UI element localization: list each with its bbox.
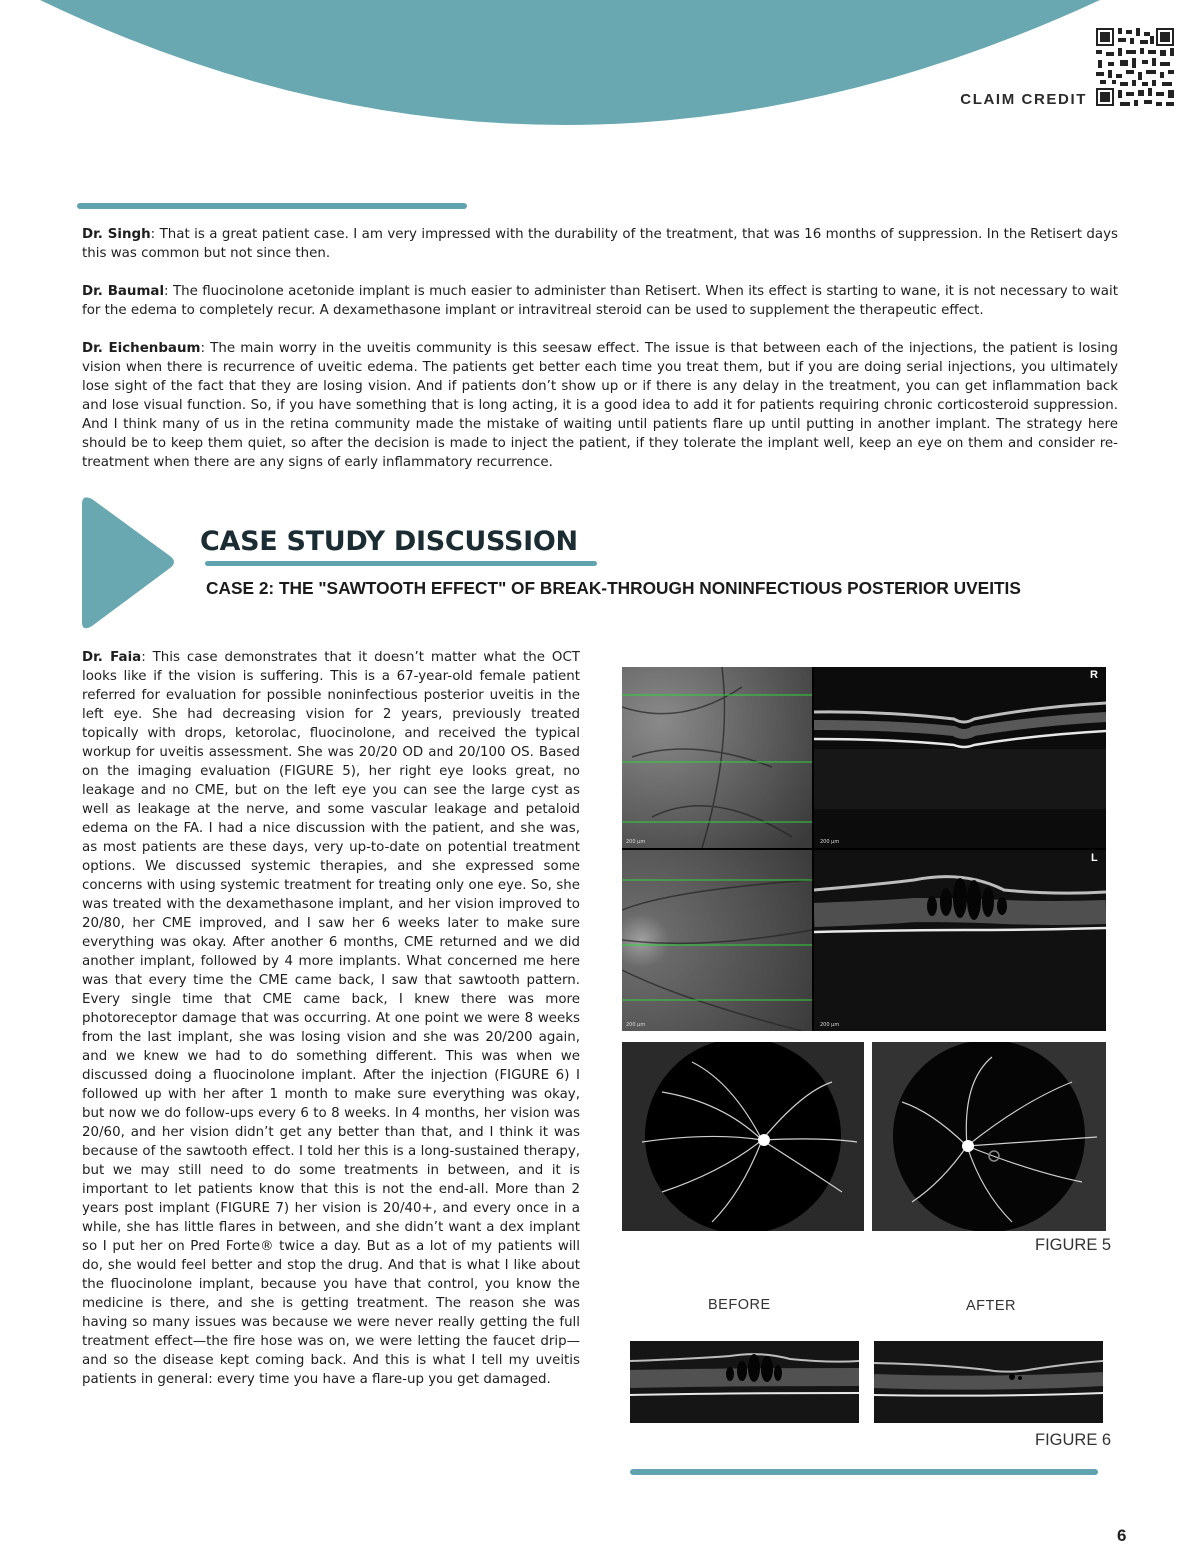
top-divider: [77, 203, 467, 209]
figure5-oct-panel: [622, 667, 1106, 1031]
oct-after-image: [874, 1341, 1103, 1423]
singh-paragraph: [82, 225, 1118, 263]
qr-code-icon[interactable]: [1094, 26, 1176, 108]
oct-left-image: [814, 850, 1106, 1031]
figure5-caption: FIGURE 5: [1035, 1236, 1112, 1254]
after-label: AFTER: [966, 1298, 1017, 1314]
scale-label: 200 µm: [626, 1022, 646, 1028]
baumal-paragraph: [82, 282, 1118, 320]
page-number: 6: [1117, 1526, 1127, 1545]
before-label: BEFORE: [708, 1297, 771, 1313]
oct-right-image: [814, 667, 1106, 848]
speaker-name: Dr. Eichenbaum: [82, 341, 201, 356]
bottom-divider: [630, 1469, 1098, 1475]
speaker-name: Dr. Baumal: [82, 284, 165, 299]
play-triangle-icon: [78, 494, 178, 634]
case-study-title: CASE STUDY DISCUSSION: [200, 526, 578, 557]
figure6-caption: FIGURE 6: [1035, 1431, 1112, 1449]
scale-label: 200 µm: [820, 1022, 840, 1028]
paragraph-text: : This case demonstrates that it doesn’t matter what the OCT looks like if the vision is suffering. This is a 67-year-old female patient referred for evaluation for possible noninfectious posterior uveitis in the left eye. She had decreasing vision for 2 years, previously treated topically with drops, ketorolac, fluocinolone, and received the typical workup for uveitis assessment. She was 20/20 OD and 20/100 OS. Based on the imaging evaluation (FIGURE 5), her right eye looks great, no leakage and no CME, but on the left eye you can see the large cyst as well as leakage at the nerve, and some vascular leakage and petaloid edema on the FA. I had a nice discussion with the patient, and she was, as most patients are these days, very up-to-date on potential treatment options. We discussed systemic therapies, and she expressed some concerns with using systemic treatment for treating only one eye. So, she was treated with the dexamethasone implant, and her vision improved to 20/80, her CME improved, and I saw her 6 weeks later to make sure everything was okay. After another 6 months, CME returned and we did another implant, followed by 4 more implants. What concerned me here was that every time the CME came back, I saw that sawtooth pattern. Every single time that CME came back, I knew there was more photoreceptor damage that was occurring. At one point we were 8 weeks from the last implant, she was losing vision and she was 20/200 again, and we knew we had to do something different. This was when we discussed doing a fluocinolone implant. After the injection (FIGURE 6) I followed up with her after 1 month to make sure everything was okay, but now we do follow-ups every 6 to 8 weeks. In 4 months, her vision was 20/60, and her vision didn’t get any better than that, and I think it was because of the sawtooth effect. I told her this is a long-sustained therapy, but we may still need to do some treatments in between, and it is important to let patients know that this is not the end-all. More than 2 years post implant (FIGURE 7) her vision is 20/40+, and every once in a while, she has little flares in between, and she didn’t want a dex implant so I put her on Pred Forte® twice a day. But as a lot of my patients will do, she would feel better and stop the drug. And that is what I like about the fluocinolone implant, because you have that control, you know the medicine is there, and she is getting treatment. The reason she was having so many issues was because we were never really getting the full treatment effect—the fire hose was on, we were letting the faucet drip—and so the disease kept coming back. And this is what I tell my uveitis patients in general: every time you have a flare-up you get damaged.: [82, 650, 580, 1387]
scale-label: 200 µm: [820, 839, 840, 845]
case-study-subtitle: CASE 2: THE "SAWTOOTH EFFECT" OF BREAK-THROUGH NONINFECTIOUS POSTERIOR UVEITIS: [206, 578, 1021, 598]
eichenbaum-paragraph: [82, 339, 1118, 472]
eye-label-left: L: [1091, 852, 1098, 864]
title-underline: [205, 561, 597, 566]
paragraph-text: : That is a great patient case. I am very impressed with the durability of the treatment, that was 16 months of suppression. In the Retisert days this was common but not since then.: [82, 227, 1118, 261]
fundus-left-image: [622, 850, 812, 1031]
header-arc: [0, 0, 1200, 140]
faia-paragraph: [82, 648, 580, 1389]
paragraph-text: : The main worry in the uveitis community is this seesaw effect. The issue is that between each of the injections, the patient is losing vision when there is recurrence of uveitic edema. The patients get better each time you treat them, but if you are doing serial injections, you ultimately lose sight of the fact that they are losing vision. And if patients don’t show up or if there is any delay in the treatment, you can get inflammation back and lose visual function. So, if you have something that is long acting, it is a good idea to add it for patients requiring chronic corticosteroid suppression. And I think many of us in the retina community made the mistake of waiting until patients flare up until putting in another implant. The strategy here should be to keep them quiet, so after the decision is made to inject the patient, if they tolerate the implant well, keep an eye on them and consider re-treatment when there are any signs of early inflammatory recurrence.: [82, 341, 1118, 470]
scale-label: 200 µm: [626, 839, 646, 845]
eye-label-right: R: [1090, 669, 1098, 681]
speaker-name: Dr. Singh: [82, 227, 151, 242]
fa-right-image: [622, 1042, 864, 1231]
speaker-name: Dr. Faia: [82, 650, 142, 665]
paragraph-text: : The fluocinolone acetonide implant is much easier to administer than Retisert. When its effect is starting to wane, it is not necessary to wait for the edema to completely recur. A dexamethasone implant or intravitreal steroid can be used to supplement the therapeutic effect.: [82, 284, 1118, 318]
oct-before-image: [630, 1341, 859, 1423]
claim-credit-label[interactable]: CLAIM CREDIT: [960, 91, 1087, 108]
fundus-right-image: [622, 667, 812, 848]
fa-left-image: [872, 1042, 1106, 1231]
